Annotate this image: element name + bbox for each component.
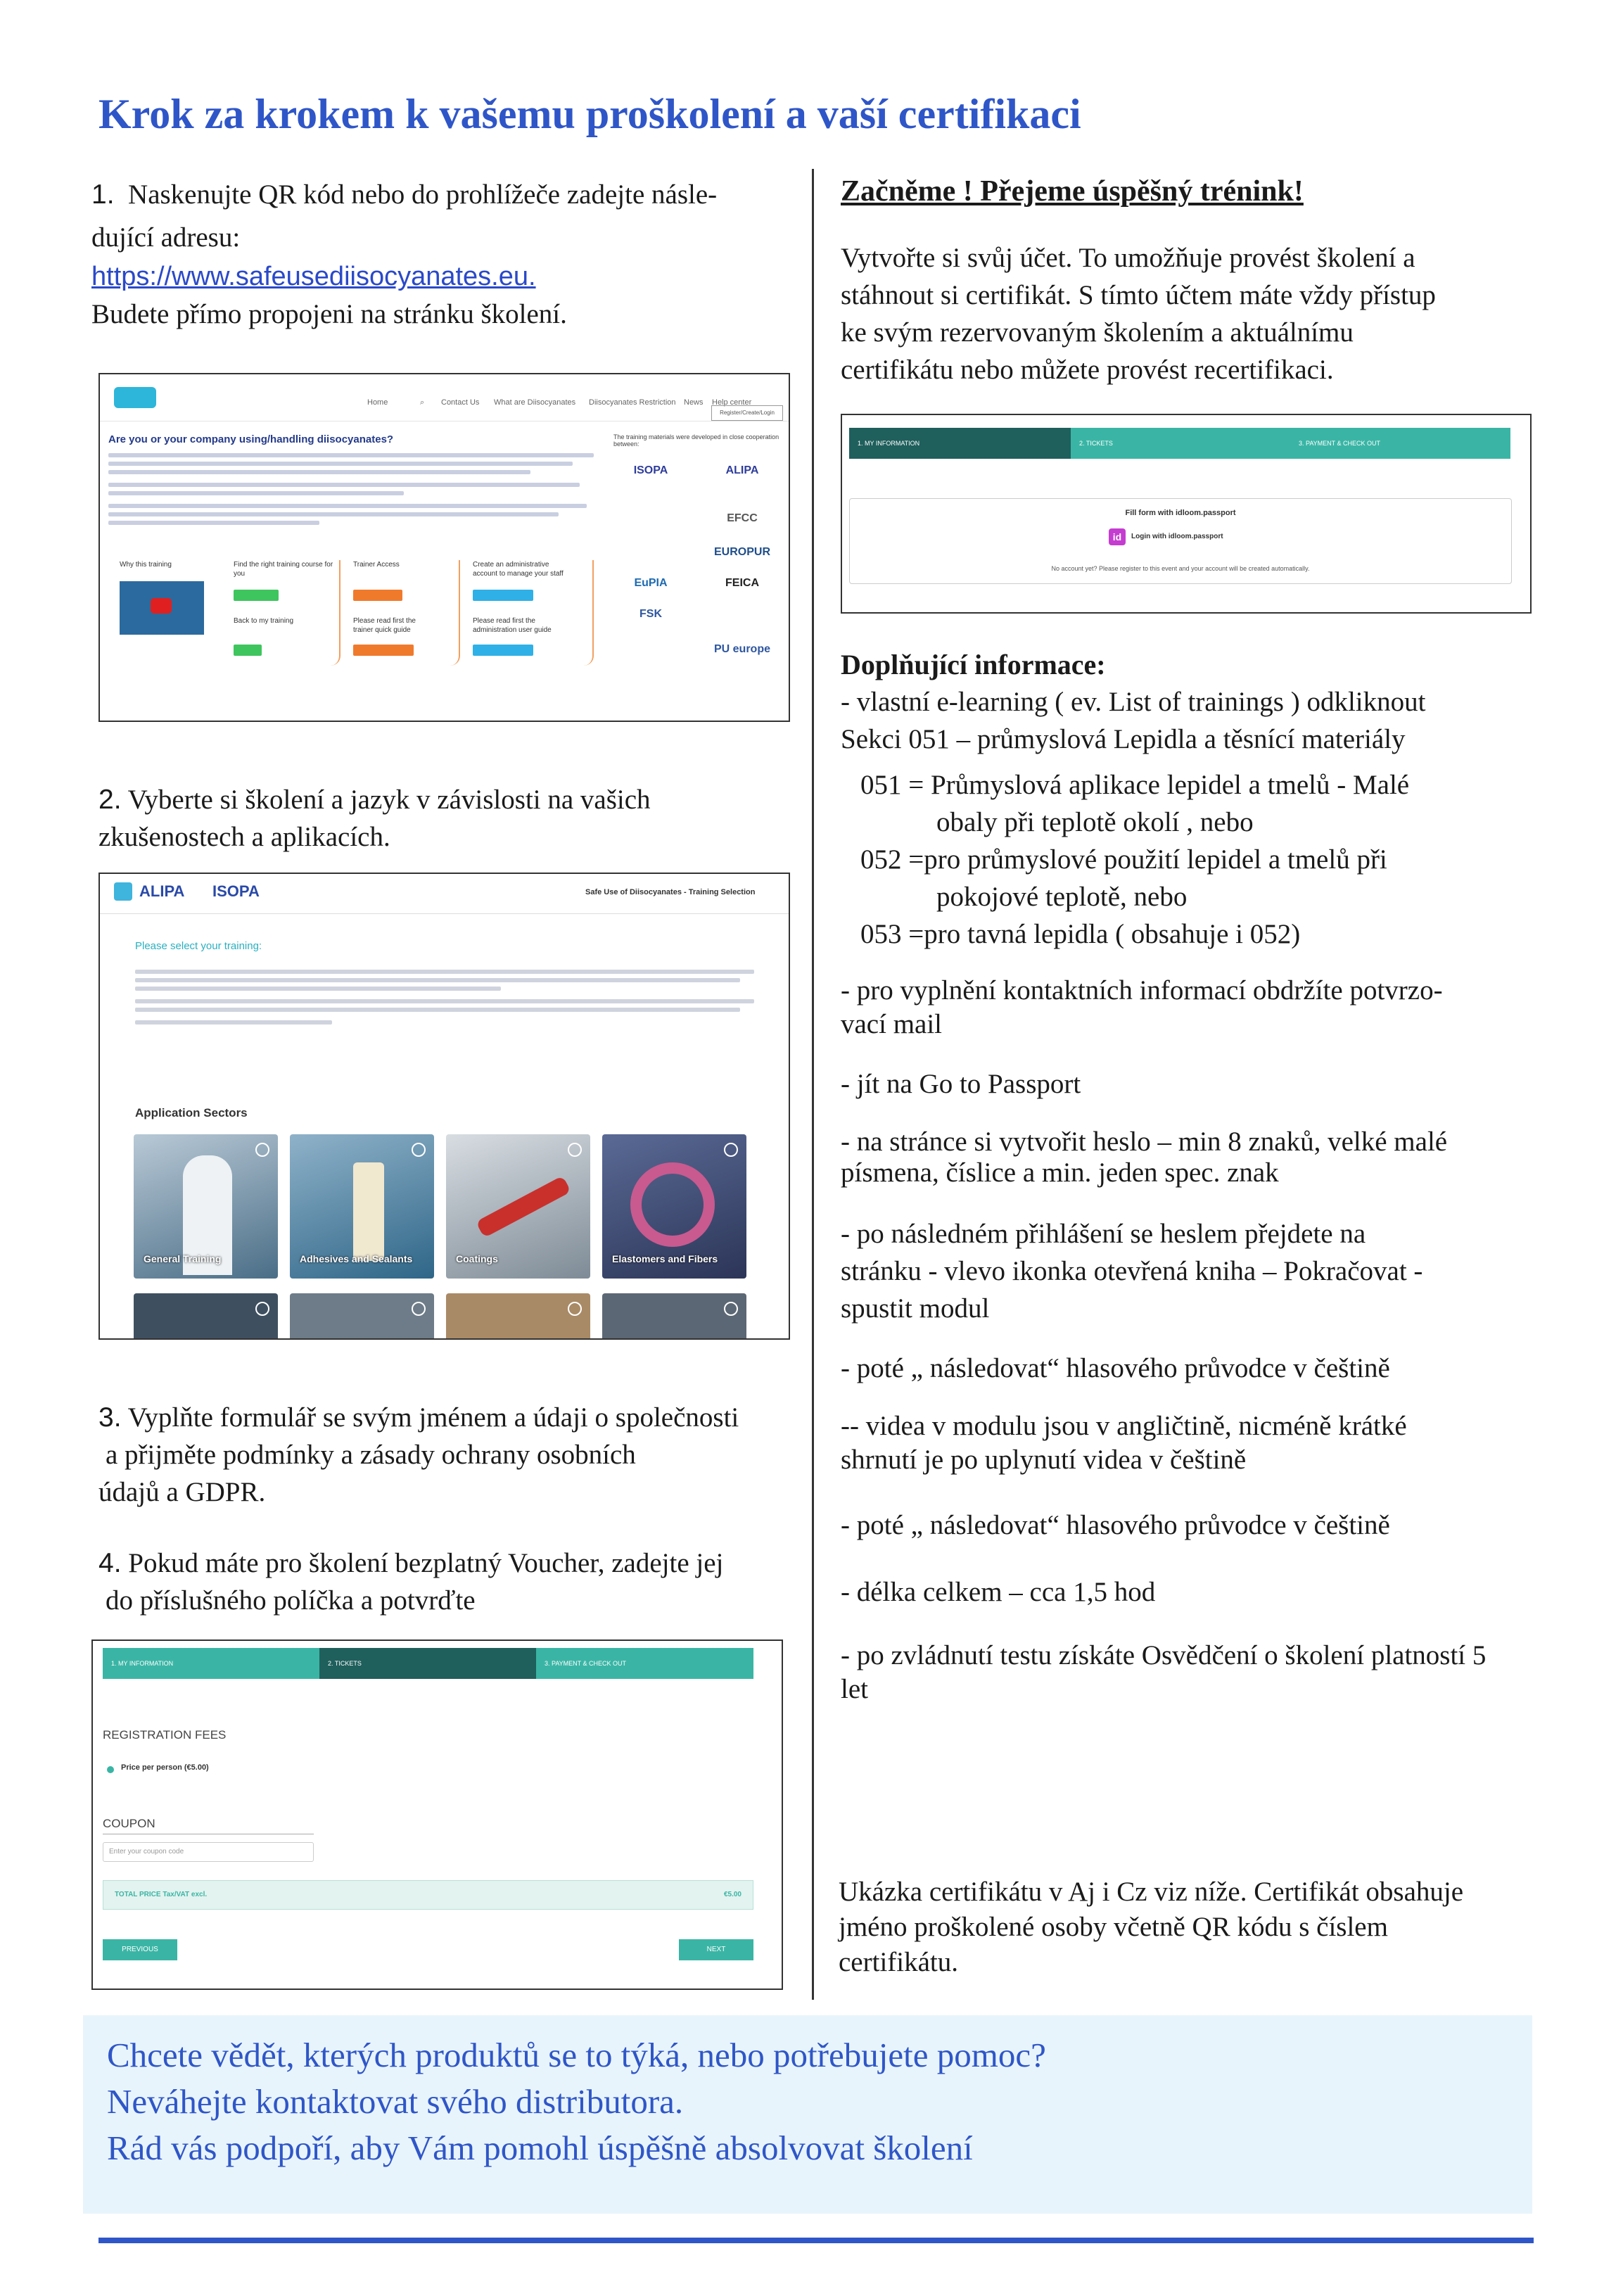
text-line xyxy=(135,999,754,1003)
text-line xyxy=(108,504,587,508)
login-idloom-button: Login with idloom.passport xyxy=(1131,533,1223,540)
nav-help: Help center xyxy=(712,398,752,407)
login-screenshot xyxy=(841,414,1532,614)
tile-more xyxy=(602,1293,746,1340)
application-sectors-title: Application Sectors xyxy=(135,1106,248,1120)
intro-text xyxy=(841,239,1544,388)
partner-fsk: FSK xyxy=(639,608,662,620)
bullet-voice-guide-2: - poté „ následovat“ hlasového průvodce v češtině xyxy=(841,1510,1390,1540)
website-nav xyxy=(100,374,789,421)
partner-pu-europe: PU europe xyxy=(713,643,770,655)
contact-banner xyxy=(83,2015,1532,2214)
additional-info xyxy=(841,646,1551,1706)
code-052: 052 =pro průmyslové použití lepidel a tmelů při xyxy=(860,844,1387,875)
tab-tickets: 2. TICKETS xyxy=(1071,428,1290,459)
info-line: Sekci 051 – průmyslová Lepidla a těsnící materiály xyxy=(841,724,1406,754)
partner-isopa: ISOPA xyxy=(633,464,668,476)
right-heading: Začněme ! Přejeme úspěšný trénink! xyxy=(841,175,1304,208)
tab-payment: 3. PAYMENT & CHECK OUT xyxy=(1290,428,1510,459)
tile-radio xyxy=(255,1302,269,1316)
card-trainer-sub: Please read first the trainer quick guide xyxy=(353,617,416,634)
register-login-button: Register/Create/Login xyxy=(711,405,783,421)
card-admin-sub: Please read first the administration user guide xyxy=(473,617,552,634)
next-button: NEXT xyxy=(679,1939,753,1960)
tile-label: Elastomers and Fibers xyxy=(612,1253,718,1264)
step-1-line1: Naskenujte QR kód nebo do prohlížeče zadejte násle- xyxy=(128,179,718,210)
price-radio xyxy=(107,1766,114,1773)
total-price-value: €5.00 xyxy=(723,1891,742,1898)
checkout-tabs xyxy=(103,1648,753,1679)
login-panel xyxy=(849,498,1512,584)
bullet-password: - na stránce si vytvořit heslo – min 8 znaků, velké malé xyxy=(841,1127,1448,1157)
bullet-video-cont: shrnutí je po uplynutí videa v češtině xyxy=(841,1445,1247,1475)
bullet-duration: - délka celkem – cca 1,5 hod xyxy=(841,1577,1156,1607)
text-line xyxy=(108,512,559,516)
code-053: 053 =pro tavná lepidla ( obsahuje i 052) xyxy=(860,919,1301,949)
selection-topbar xyxy=(100,874,789,914)
partner-efcc: EFCC xyxy=(727,512,758,524)
bullet-certificate: - po zvládnutí testu získáte Osvědčení o školení platností 5 xyxy=(841,1640,1487,1670)
tab-payment: 3. PAYMENT & CHECK OUT xyxy=(536,1648,753,1679)
bottom-rule xyxy=(98,2238,1534,2243)
code-051-cont: obaly při teplotě okolí , nebo xyxy=(936,807,1254,837)
card-trainer-title: Trainer Access xyxy=(353,561,400,569)
play-icon xyxy=(151,598,172,614)
intro-line: stáhnout si certifikát. S tímto účtem máte vždy přístup xyxy=(841,280,1436,310)
website-screenshot xyxy=(98,373,790,722)
cert-line: certifikátu. xyxy=(839,1947,958,1977)
coupon-title: COUPON xyxy=(103,1817,155,1830)
step-1-line3: Budete přímo propojeni na stránku školení. xyxy=(91,299,567,329)
trainer-button xyxy=(353,590,402,601)
tile-radio xyxy=(412,1302,426,1316)
banner-line-2: Neváhejte kontaktovat svého distributora. xyxy=(107,2082,684,2121)
cert-line: jméno proškolené osoby včetně QR kódu s číslem xyxy=(839,1912,1388,1942)
text-line xyxy=(108,462,573,466)
nav-news: News xyxy=(684,398,704,407)
card-why-title: Why this training xyxy=(120,561,172,569)
login-tabs xyxy=(849,428,1510,459)
tile-elastomers xyxy=(602,1134,746,1279)
intro-line: Vytvořte si svůj účet. To umožňuje provést školení a xyxy=(841,243,1415,273)
text-line xyxy=(108,470,530,474)
tile-label: General Training xyxy=(144,1253,222,1264)
tile-more xyxy=(446,1293,590,1340)
tile-radio xyxy=(724,1143,738,1157)
selection-header: Safe Use of Diisocyanates - Training Selection xyxy=(585,888,756,896)
admin-button xyxy=(473,590,533,601)
price-per-person: Price per person (€5.00) xyxy=(121,1763,209,1772)
tile-radio xyxy=(255,1143,269,1157)
bullet-passport: - jít na Go to Passport xyxy=(841,1069,1081,1099)
intro-line: certifikátu nebo můžete provést recertifikaci. xyxy=(841,355,1334,385)
training-url-link[interactable]: https://www.safeusediisocyanates.eu. xyxy=(91,262,536,291)
step-2-number: 2. xyxy=(98,785,122,815)
tile-more xyxy=(290,1293,434,1340)
step-3 xyxy=(98,1399,809,1511)
site-logo xyxy=(114,387,156,408)
select-training-heading: Please select your training: xyxy=(135,940,262,952)
bullet-voice-guide: - poté „ následovat“ hlasového průvodce v češtině xyxy=(841,1353,1390,1383)
nav-restriction: Diisocyanates Restriction xyxy=(589,398,676,407)
code-052-cont: pokojové teplotě, nebo xyxy=(936,882,1188,912)
partners-title: The training materials were developed in close cooperation between: xyxy=(613,433,779,448)
step-3-line2: a přijměte podmínky a zásady ochrany osobních xyxy=(106,1440,636,1470)
column-divider xyxy=(812,169,814,2000)
step-1-line2: dující adresu: xyxy=(91,222,241,253)
tab-my-information: 1. MY INFORMATION xyxy=(849,428,1071,459)
go-button xyxy=(234,645,262,656)
card-why xyxy=(120,560,227,666)
registration-fees-title: REGISTRATION FEES xyxy=(103,1728,227,1742)
trainer-guide-button xyxy=(353,645,414,656)
text-line xyxy=(135,1020,332,1025)
step-1 xyxy=(91,176,795,333)
card-find-title: Find the right training course for you xyxy=(234,561,333,578)
step-4-line1: Pokud máte pro školení bezplatný Voucher, zadejte jej xyxy=(128,1548,724,1578)
text-line xyxy=(108,483,580,487)
coupon-input: Enter your coupon code xyxy=(103,1842,314,1862)
website-heading: Are you or your company using/handling diisocyanates? xyxy=(108,433,394,445)
total-price-label: TOTAL PRICE Tax/VAT excl. xyxy=(115,1891,208,1898)
no-account-text: No account yet? Please register to this event and your account will be created automatically. xyxy=(1051,565,1310,572)
cert-line: Ukázka certifikátu v Aj i Cz viz níže. Certifikát obsahuje xyxy=(839,1877,1464,1907)
site-logo xyxy=(114,882,132,901)
nav-what: What are Diisocyanates xyxy=(494,398,576,407)
text-line xyxy=(135,978,740,982)
training-selection-screenshot xyxy=(98,873,790,1340)
nav-contact: Contact Us xyxy=(441,398,480,407)
step-3-line1: Vyplňte formulář se svým jménem a údaji o společnosti xyxy=(127,1402,739,1433)
card-admin xyxy=(473,560,594,666)
partner-europur: EUROPUR xyxy=(713,546,770,558)
search-training-button xyxy=(234,590,279,601)
brand-alipa: ALIPA xyxy=(139,882,185,900)
card-find-sub: Back to my training xyxy=(234,617,294,625)
tile-radio xyxy=(412,1143,426,1157)
tile-general-training xyxy=(134,1134,278,1279)
partner-eupia: EuPIA xyxy=(634,577,668,589)
text-line xyxy=(135,987,501,991)
text-line xyxy=(108,491,404,495)
tile-radio xyxy=(568,1302,582,1316)
code-051: 051 = Průmyslová aplikace lepidel a tmelů - Malé xyxy=(860,770,1410,800)
banner-line-3: Rád vás podpoří, aby Vám pomohl úspěšně absolvovat školení xyxy=(107,2129,973,2167)
bullet-confirm: - pro vyplnění kontaktních informací obdržíte potvrzo- xyxy=(841,975,1443,1006)
step-3-number: 3. xyxy=(98,1402,122,1433)
bullet-password-cont: písmena, číslice a min. jeden spec. znak xyxy=(841,1157,1279,1188)
roller-figure xyxy=(476,1176,571,1238)
partner-feica: FEICA xyxy=(725,577,759,589)
intro-line: ke svým rezervovaným školením a aktuálnímu xyxy=(841,317,1354,348)
tile-label: Adhesives and Sealants xyxy=(300,1253,413,1264)
step-4 xyxy=(98,1545,809,1619)
step-2-line1: Vyberte si školení a jazyk v závislosti na vašich xyxy=(127,785,651,815)
search-icon: ⌕ xyxy=(420,398,425,407)
tile-label: Coatings xyxy=(456,1253,498,1264)
bottle-figure xyxy=(353,1162,384,1261)
bullet-login-cont: stránku - vlevo ikonka otevřená kniha – Pokračovat - xyxy=(841,1256,1423,1286)
tape-figure xyxy=(630,1162,715,1247)
step-4-number: 4. xyxy=(98,1548,122,1578)
text-line xyxy=(135,970,754,974)
admin-guide-button xyxy=(473,645,533,656)
text-line xyxy=(135,1008,740,1012)
bullet-video: -- videa v modulu jsou v angličtině, nicméně krátké xyxy=(841,1411,1407,1441)
step-4-line2: do příslušného políčka a potvrďte xyxy=(106,1585,476,1616)
tile-coatings xyxy=(446,1134,590,1279)
partner-alipa: ALIPA xyxy=(725,464,759,476)
step-3-line3: údajů a GDPR. xyxy=(98,1477,266,1507)
tab-my-information: 1. MY INFORMATION xyxy=(103,1648,319,1679)
card-trainer xyxy=(353,560,460,666)
nav-home: Home xyxy=(367,398,388,407)
info-title: Doplňující informace: xyxy=(841,649,1106,680)
total-price-bar xyxy=(103,1880,753,1910)
bullet-certificate-cont: let xyxy=(841,1674,868,1704)
video-thumbnail xyxy=(120,581,204,635)
card-find-training xyxy=(234,560,340,666)
card-admin-title: Create an administrative account to manage your staff xyxy=(473,561,564,578)
certificate-note xyxy=(839,1875,1549,1980)
bullet-login-cont2: spustit modul xyxy=(841,1293,990,1324)
tile-radio xyxy=(724,1302,738,1316)
bullet-confirm-cont: vací mail xyxy=(841,1009,943,1039)
bullet-login: - po následném přihlášení se heslem přejdete na xyxy=(841,1219,1366,1249)
idloom-icon: id xyxy=(1109,528,1126,545)
fill-form-label: Fill form with idloom.passport xyxy=(1125,509,1236,517)
brand-isopa: ISOPA xyxy=(212,882,260,900)
tile-radio xyxy=(568,1143,582,1157)
previous-button: PREVIOUS xyxy=(103,1939,177,1960)
step-2-line2: zkušenostech a aplikacích. xyxy=(98,822,390,852)
tab-tickets: 2. TICKETS xyxy=(319,1648,536,1679)
step-1-number: 1. xyxy=(91,179,115,210)
step-2 xyxy=(98,781,802,856)
info-line: - vlastní e-learning ( ev. List of trainings ) odkliknout xyxy=(841,687,1426,717)
tile-adhesives xyxy=(290,1134,434,1279)
text-line xyxy=(108,521,319,525)
coupon-screenshot xyxy=(91,1639,783,1990)
text-line xyxy=(108,453,594,457)
banner-line-1: Chcete vědět, kterých produktů se to týká, nebo potřebujete pomoc? xyxy=(107,2036,1046,2074)
page-title: Krok za krokem k vašemu proškolení a vaší certifikaci xyxy=(98,91,1081,137)
tile-more xyxy=(134,1293,278,1340)
